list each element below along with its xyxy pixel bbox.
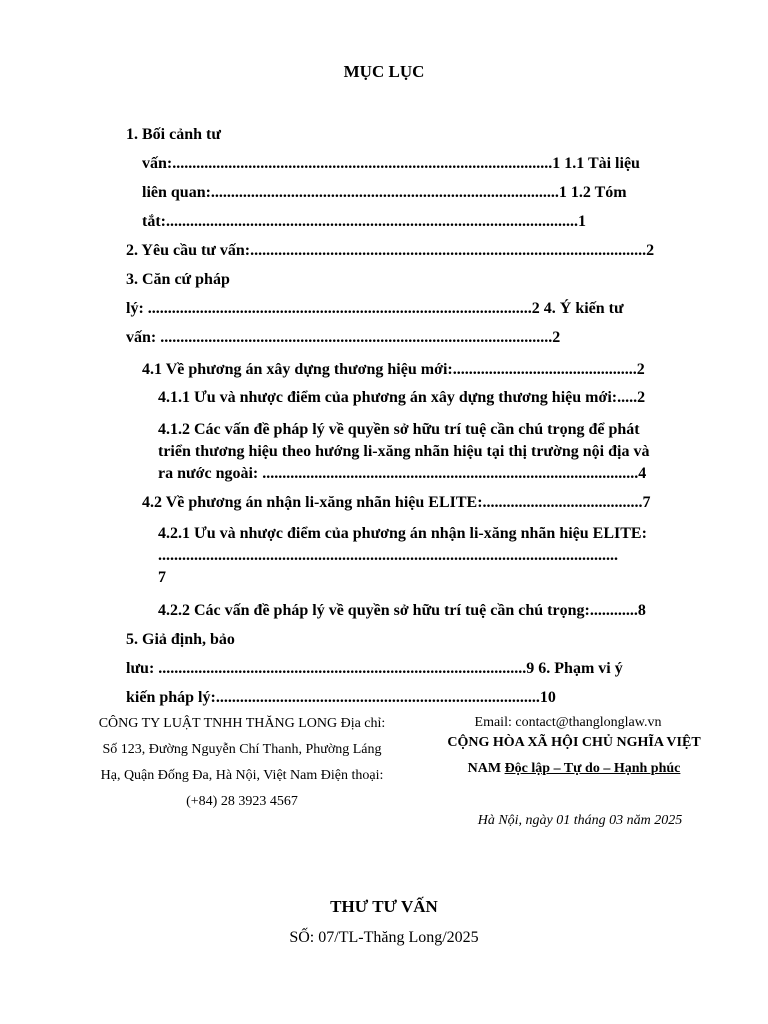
toc-item-4-2-1-line2: ................................................................................................................... bbox=[158, 547, 618, 564]
toc-word: tư bbox=[206, 126, 221, 143]
toc-item-1-line4: tắt:.......................................................................................................1 bbox=[142, 213, 586, 230]
letter-title: THƯ TƯ VẤN bbox=[330, 897, 438, 916]
toc-item-5-line2: lưu: ............................................................................................9 6. Phạm vi ý bbox=[126, 660, 623, 677]
toc-word: 1. bbox=[126, 126, 138, 143]
national-title-end: NAM bbox=[467, 761, 505, 776]
national-title: CỘNG HÒA XÃ HỘI CHỦ NGHĨA VIỆT bbox=[447, 735, 701, 750]
toc-item-2-label: 2. Yêu cầu tư vấn:...................................................................................................2 bbox=[126, 242, 655, 259]
national-motto-line bbox=[430, 761, 718, 777]
toc-word: cảnh bbox=[169, 126, 203, 143]
letter-number: SỐ: 07/TL-Thăng Long/2025 bbox=[289, 929, 479, 946]
toc-item-4-2[interactable]: 4.2 Về phương án nhận li-xăng nhãn hiệu ELITE:........................................7 bbox=[142, 494, 651, 511]
toc-word: Bối bbox=[142, 126, 166, 143]
company-line: CÔNG TY LUẬT TNHH THĂNG LONG Địa chỉ: bbox=[98, 716, 386, 731]
national-motto: Độc lập – Tự do – Hạnh phúc bbox=[504, 761, 681, 776]
document-date: Hà Nội, ngày 01 tháng 03 năm 2025 bbox=[477, 813, 683, 828]
toc-item-3-line2: lý: ................................................................................................2 4. Ý kiến tư bbox=[126, 300, 624, 317]
toc-word: 5. bbox=[126, 631, 138, 648]
company-info bbox=[84, 711, 400, 815]
toc-word: định, bbox=[170, 631, 207, 648]
company-email[interactable]: Email: contact@thanglonglaw.vn bbox=[474, 715, 662, 730]
toc-item-4-1-2-line3: ra nước ngoài: ..............................................................................................4 bbox=[158, 465, 647, 482]
toc-item-1-line3: liên quan:.......................................................................................1 1.2 Tóm bbox=[142, 184, 627, 201]
toc-word: Căn bbox=[142, 271, 171, 288]
toc-title: MỤC LỤC bbox=[343, 62, 425, 81]
toc-item-1-line1 bbox=[126, 120, 697, 149]
toc-item-4-1-2-line1: 4.1.2 Các vấn đề pháp lý về quyền sở hữu trí tuệ cần chú trọng để phát bbox=[158, 421, 640, 438]
toc-item-1-line2: vấn:...............................................................................................1 1.1 Tài liệu bbox=[142, 155, 640, 172]
toc-item-4-2-2[interactable]: 4.2.2 Các vấn đề pháp lý về quyền sở hữu trí tuệ cần chú trọng:............8 bbox=[158, 602, 646, 619]
company-line: Số 123, Đường Nguyễn Chí Thanh, Phường Láng bbox=[102, 742, 382, 757]
company-line: Hạ, Quận Đống Đa, Hà Nội, Việt Nam Điện thoại: bbox=[100, 768, 384, 783]
toc-item-4-2-1-line3: 7 bbox=[158, 569, 166, 586]
toc-item-4-1-2[interactable] bbox=[158, 419, 697, 485]
toc-item-3-line3: vấn: ..................................................................................................2 bbox=[126, 329, 561, 346]
toc-item-4-2-1-line1: 4.2.1 Ưu và nhược điểm của phương án nhận li-xăng nhãn hiệu ELITE: bbox=[158, 525, 647, 542]
company-line: (+84) 28 3923 4567 bbox=[186, 794, 298, 809]
toc-word: bảo bbox=[210, 631, 235, 648]
toc-item-4-1-2-line2: triển thương hiệu theo hướng li-xăng nhãn hiệu tại thị trường nội địa và bbox=[158, 443, 650, 460]
toc-word: cứ bbox=[174, 271, 192, 288]
toc-item-3[interactable] bbox=[126, 265, 697, 352]
toc-word: pháp bbox=[195, 271, 230, 288]
toc-item-4-2-1[interactable] bbox=[158, 523, 697, 589]
toc-item-3-line1 bbox=[126, 265, 697, 294]
toc-word: Giả bbox=[142, 631, 167, 648]
toc-item-1[interactable] bbox=[126, 120, 697, 236]
toc-word: 3. bbox=[126, 271, 138, 288]
toc-item-5-line3: kiến pháp lý:.................................................................................10 bbox=[126, 689, 556, 706]
toc-item-5[interactable] bbox=[126, 625, 697, 712]
toc-item-5-line1 bbox=[126, 625, 697, 654]
toc-item-4-1-1[interactable]: 4.1.1 Ưu và nhược điểm của phương án xây dựng thương hiệu mới:.....2 bbox=[158, 389, 646, 406]
toc-item-2[interactable] bbox=[126, 236, 697, 265]
toc-item-4-1[interactable]: 4.1 Về phương án xây dựng thương hiệu mới:..............................................2 bbox=[142, 361, 645, 378]
